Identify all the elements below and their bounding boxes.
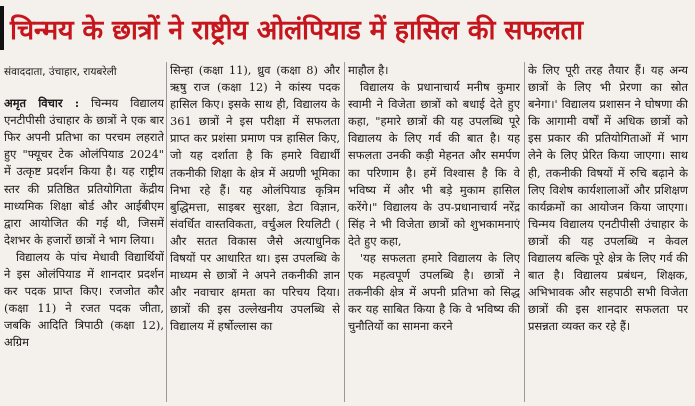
dateline: अमृत विचार : xyxy=(4,96,80,111)
paragraph: विद्यालय के पांच मेधावी विद्यार्थियों ने इस ओलंपियाड में शानदार प्रदर्शन कर पदक प्राप्त किए। रजजोत कौर (कक्षा 11) ने रजत पदक जीता, जबकि आदिति त्रिपाठी (कक्षा 12), अग्रिम xyxy=(4,249,164,350)
article-column-4 xyxy=(528,62,688,402)
article-column-2 xyxy=(170,62,340,402)
article-column-3 xyxy=(348,62,520,402)
paragraph: माहौल है। xyxy=(348,63,389,77)
column-edge-rule xyxy=(0,6,4,50)
paragraph: 'यह सफलता हमारे विद्यालय के लिए एक महत्वपूर्ण उपलब्धि है। छात्रों ने तकनीकी क्षेत्र में अपनी प्रतिभा को सिद्ध कर यह साबित किया है कि वे भविष्य की चुनौतियों का सामना करने xyxy=(348,251,520,334)
byline: संवाददाता, उंचाहार, रायबरेली xyxy=(4,66,117,78)
paragraph-text: चिन्मय विद्यालय एनटीपीसी उंचाहार के छात्रों ने एक बार फिर अपनी प्रतिभा का परचम लहराते हुए "फ्यूचर टेक ओलंपियाड 2024" में उत्कृष्ट प्रदर्शन किया है। यह राष्ट्रीय स्तर की प्रतिष्ठित प्रतियोगिता केंद्रीय माध्यमिक शिक्षा बोर्ड और आईबीएम द्वारा आयोजित की गई थी, जिसमें देशभर के हजारों छात्रों ने भाग लिया। xyxy=(4,96,164,247)
paragraph: के लिए पूरी तरह तैयार हैं। यह अन्य छात्रों के लिए भी प्रेरणा का स्रोत बनेगा।' विद्यालय प्रशासन ने घोषणा की कि आगामी वर्षों में अधिक छात्रों को इस प्रकार की प्रतियोगिताओं में भाग लेने के लिए प्रेरित किया जाएगा। साथ ही, तकनीकी विषयों में रुचि बढ़ाने के लिए विशेष कार्यशालाओं और प्रशिक्षण कार्यक्रमों का आयोजन किया जाएगा। चिन्मय विद्यालय एनटीपीसी उंचाहार के छात्रों की यह उपलब्धि न केवल विद्यालय बल्कि पूरे क्षेत्र के लिए गर्व की बात है। विद्यालय प्रबंधन, शिक्षक, अभिभावक और सहपाठी सभी विजेता छात्रों की इस शानदार सफलता पर प्रसन्नता व्यक्त कर रहे हैं। xyxy=(528,63,688,334)
column-divider xyxy=(344,62,345,402)
article-column-1 xyxy=(4,62,164,402)
paragraph: सिन्हा (कक्षा 11), ध्रुव (कक्षा 8) और ऋषु राज (कक्षा 12) ने कांस्य पदक हासिल किए। इसके साथ ही, विद्यालय के 361 छात्रों ने इस परीक्षा में सफलता प्राप्त कर प्रशंसा प्रमाण पत्र हासिल किए, जो यह दर्शाता है कि हमारे विद्यार्थी तकनीकी शिक्षा के क्षेत्र में अग्रणी भूमिका निभा रहे हैं। यह ओलंपियाड कृत्रिम बुद्धिमत्ता, साइबर सुरक्षा, डेटा विज्ञान, संवर्धित वास्तविकता, वर्चुअल रियलिटी ( और सतत विकास जैसे अत्याधुनिक विषयों पर आधारित था। इस उपलब्धि के माध्यम से छात्रों ने अपने तकनीकी ज्ञान और नवाचार क्षमता का परिचय दिया। छात्रों की इस उल्लेखनीय उपलब्धि से विद्यालय में हर्षोल्लास का xyxy=(170,63,340,334)
column-divider xyxy=(166,62,167,402)
headline-bar xyxy=(0,0,695,56)
paragraph: विद्यालय के प्रधानाचार्य मनीष कुमार स्वामी ने विजेता छात्रों को बधाई देते हुए कहा, "हमारे छात्रों की यह उपलब्धि पूरे विद्यालय के लिए गर्व की बात है। यह सफलता उनकी कड़ी मेहनत और समर्पण का परिणाम है। हमें विश्वास है कि वे भविष्य में और भी बड़े मुकाम हासिल करेंगे।" विद्यालय के उप-प्रधानाचार्य नरेंद्र सिंह ने भी विजेता छात्रों को शुभकामनाएं देते हुए कहा, xyxy=(348,80,520,248)
headline: चिन्मय के छात्रों ने राष्ट्रीय ओलंपियाड में हासिल की सफलता xyxy=(10,14,583,46)
lead-paragraph xyxy=(4,95,164,249)
column-divider xyxy=(524,62,525,402)
